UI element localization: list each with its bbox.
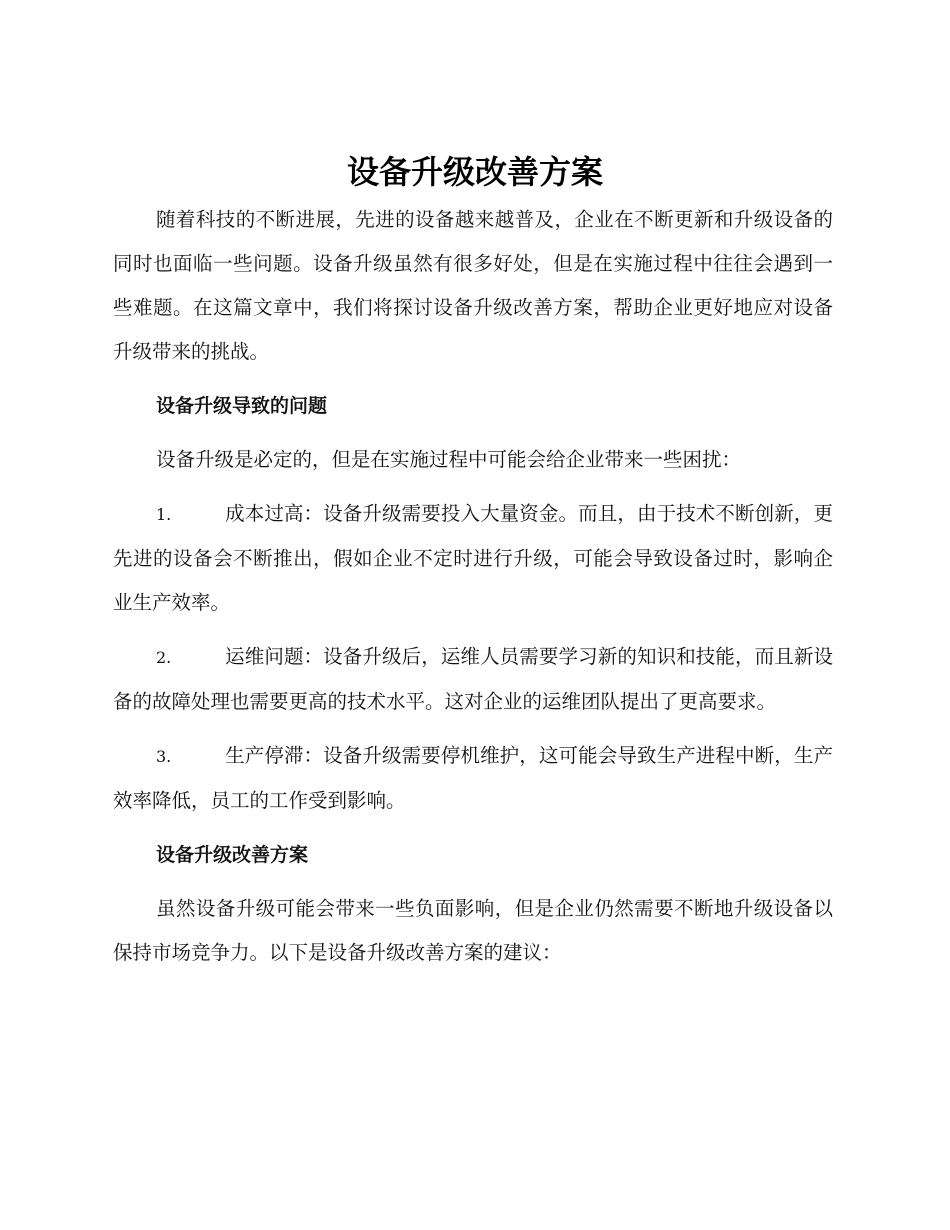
section-heading-problems: 设备升级导致的问题 bbox=[156, 395, 328, 417]
list-item-text: 生产停滞：设备升级需要停机维护，这可能会导致生产进程中断，生产效率降低，员工的工作受到影响。 bbox=[113, 744, 833, 812]
intro-paragraph: 随着科技的不断进展，先进的设备越来越普及，企业在不断更新和升级设备的同时也面临一些问题。设备升级虽然有很多好处，但是在实施过程中往往会遇到一些难题。在这篇文章中，我们将探讨设备升级改善方案，帮助企业更好地应对设备升级带来的挑战。 bbox=[113, 208, 833, 363]
list-item bbox=[113, 635, 833, 724]
solutions-lead-paragraph: 虽然设备升级可能会带来一些负面影响，但是企业仍然需要不断地升级设备以保持市场竞争力。以下是设备升级改善方案的建议： bbox=[113, 897, 833, 964]
list-item bbox=[113, 734, 833, 823]
document-title: 设备升级改善方案 bbox=[346, 153, 603, 191]
section-heading-solutions: 设备升级改善方案 bbox=[156, 844, 309, 866]
list-item-number: 2. bbox=[156, 648, 172, 667]
list-item-number: 1. bbox=[156, 505, 172, 524]
problems-lead-paragraph: 设备升级是必定的，但是在实施过程中可能会给企业带来一些困扰： bbox=[156, 448, 742, 471]
list-item-number: 3. bbox=[156, 747, 172, 766]
list-item-text: 运维问题：设备升级后，运维人员需要学习新的知识和技能，而且新设备的故障处理也需要更高的技术水平。这对企业的运维团队提出了更高要求。 bbox=[113, 645, 833, 713]
list-item-text: 成本过高：设备升级需要投入大量资金。而且，由于技术不断创新，更先进的设备会不断推出，假如企业不定时进行升级，可能会导致设备过时，影响企业生产效率。 bbox=[113, 502, 833, 614]
document-body bbox=[113, 198, 833, 975]
list-item bbox=[113, 492, 833, 625]
